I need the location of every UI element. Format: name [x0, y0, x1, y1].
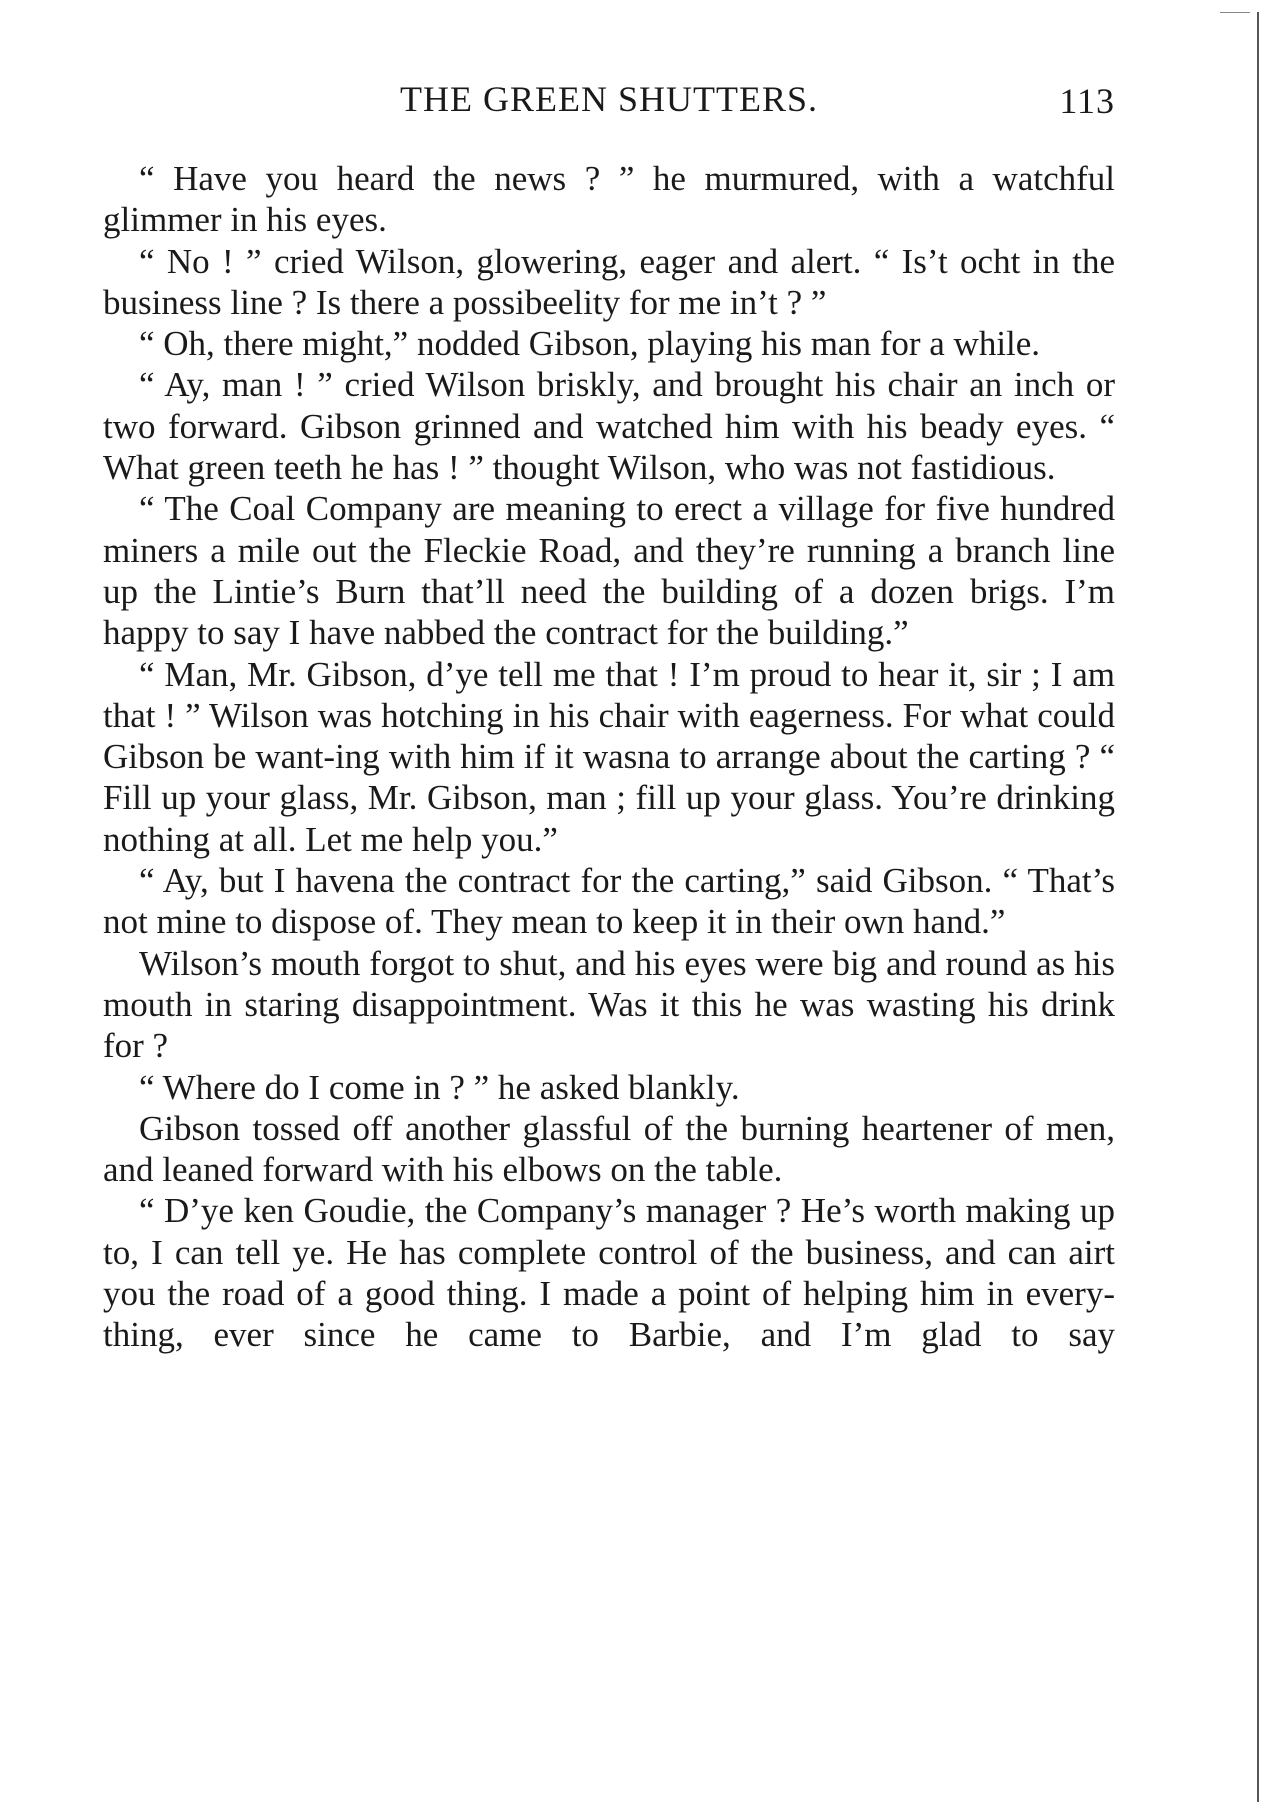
- paragraph: “ No ! ” cried Wilson, glowering, eager and alert. “ Is’t ocht in the business line ? Is there a possibeelity for me in’t ? ”: [103, 241, 1115, 322]
- paragraph: “ Where do I come in ? ” he asked blankly.: [139, 1067, 740, 1107]
- paragraph: “ D’ye ken Goudie, the Company’s manager ? He’s worth making up to, I can tell ye. He has complete control of the business, and can airt you the road of a good thing. I made a point of helping him in every-thing, ever since he came to Barbie, and I’m glad to say: [103, 1191, 1115, 1355]
- paragraph: Wilson’s mouth forgot to shut, and his eyes were big and round as his mouth in staring disappointment. Was it this he was wasting his drink for ?: [103, 943, 1115, 1066]
- page-edge-line: [1257, 12, 1259, 1802]
- running-title: THE GREEN SHUTTERS.: [400, 79, 818, 119]
- paragraph: “ Oh, there might,” nodded Gibson, playing his man for a while.: [139, 324, 1041, 364]
- page-edge-mark: [1220, 12, 1250, 13]
- page-number: 113: [1059, 81, 1115, 121]
- paragraph: “ Have you heard the news ? ” he murmured, with a watchful glimmer in his eyes.: [103, 159, 1115, 240]
- paragraph: “ Ay, but I havena the contract for the carting,” said Gibson. “ That’s not mine to dispose of. They mean to keep it in their own hand.”: [103, 861, 1115, 942]
- paragraph: “ Man, Mr. Gibson, d’ye tell me that ! I’m proud to hear it, sir ; I am that ! ” Wilson was hotching in his chair with eagerness. For what could Gibson be want-ing with him if it wasna to arrange about the carting ? “ Fill up your glass, Mr. Gibson, man ; fill up your glass. You’re drinking nothing at all. Let me help you.”: [103, 654, 1115, 859]
- body-text: [103, 158, 1115, 1356]
- paragraph: “ Ay, man ! ” cried Wilson briskly, and brought his chair an inch or two forward. Gibson grinned and watched him with his beady eyes. “ What green teeth he has ! ” thought Wilson, who was not fastidious.: [103, 365, 1115, 488]
- paragraph: “ The Coal Company are meaning to erect a village for five hundred miners a mile out the Fleckie Road, and they’re running a branch line up the Lintie’s Burn that’ll need the building of a dozen brigs. I’m happy to say I have nabbed the contract for the building.”: [103, 489, 1115, 653]
- running-head: [103, 78, 1115, 128]
- paragraph: Gibson tossed off another glassful of the burning heartener of men, and leaned forward with his elbows on the table.: [103, 1108, 1115, 1190]
